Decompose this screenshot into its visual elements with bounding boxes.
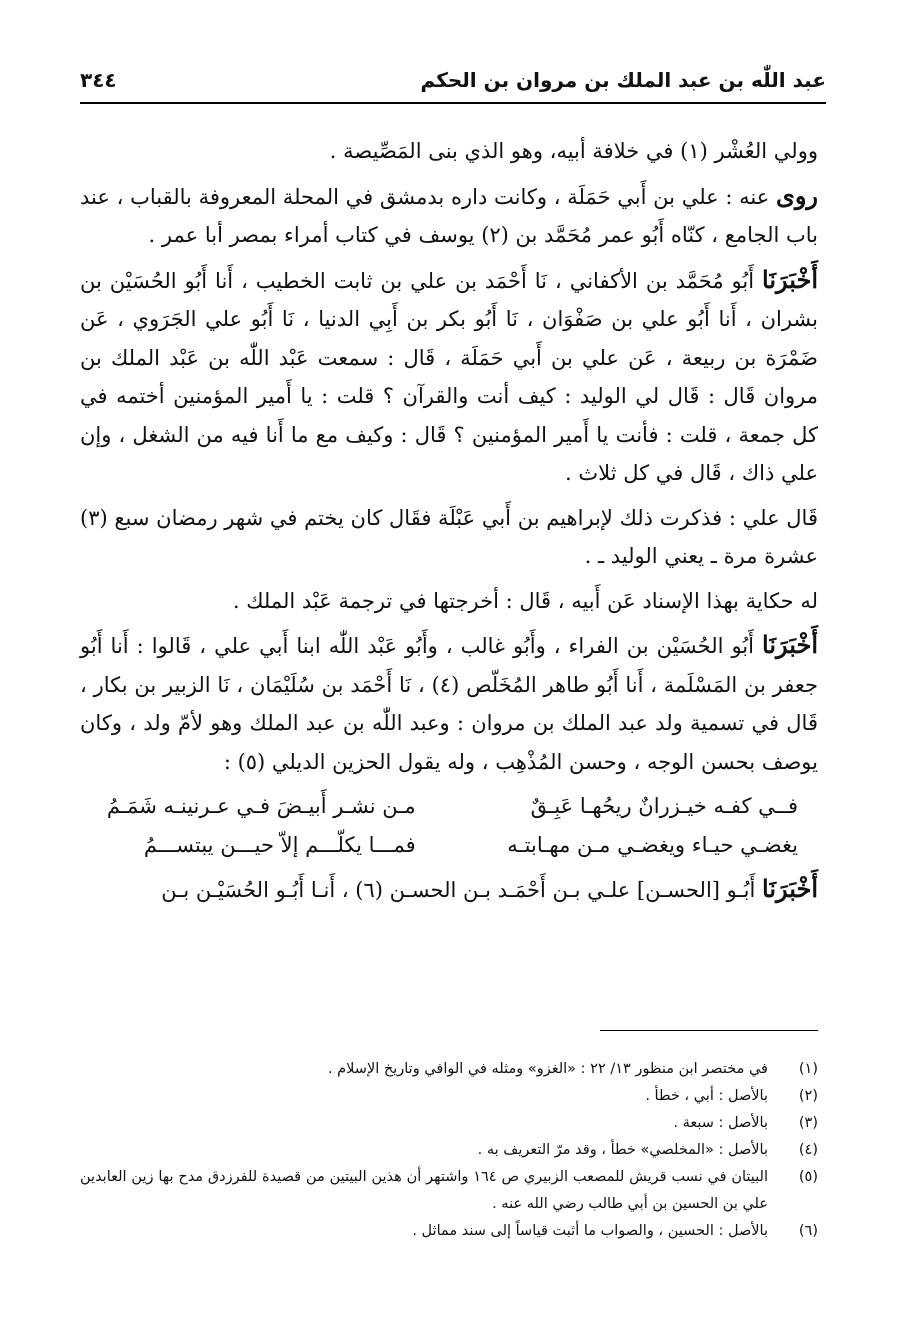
footnote-number: (١) <box>798 1061 818 1077</box>
footnote-item <box>80 1137 818 1164</box>
footnote-text: بالأصل : أبي ، خطأ . <box>645 1088 768 1104</box>
footnote-number: (٣) <box>798 1115 818 1131</box>
footnote-item <box>80 1164 818 1218</box>
footnote-number: (٦) <box>798 1223 818 1239</box>
footnote-number: (٤) <box>798 1142 818 1158</box>
footnote-text: بالأصل : الحسين ، والصواب ما أثبت قياساً إلى سند مماثل . <box>412 1223 768 1239</box>
footnote-rule <box>600 1030 818 1031</box>
footnote-item <box>80 1056 818 1083</box>
paragraph-3: أَخْبَرَنَا أَبُو مُحَمَّد بن الأكفاني ، نَا أَحْمَد بن علي بن ثابت الخطيب ، أَنا أَبُو الحُسَيْن بن بشران ، أَنا أَبُو علي بن صَفْوَان ، نَا أَبُو بكر بن أَبِي الدنيا ، نَا أَبُو علي الجَرَوي ، عَن ضَمْرَة بن ربيعة ، عَن علي بن أَبي حَمَلَة ، قَال : سمعت عَبْد اللّٰه بن عَبْد الملك بن مروان قَال : قَال لي الوليد : كيف أنت والقرآن ؟ قلت : يا أَمير المؤمنين أختمه في كل جمعة ، قلت : فأنت يا أَمير المؤمنين ؟ قَال : وكيف مع ما أَنا فيه من الشغل ، وإن علي ذاك ، قَال في كل ثلاث . <box>80 264 818 485</box>
hemistich-second: فمـــا يكلّـــم إلاّ حيـــن يبتســـمُ <box>143 832 416 857</box>
footnote-text: بالأصل : «المخلصي» خطأ ، وقد مرّ التعريف به . <box>477 1142 768 1158</box>
paragraph-2: روى عنه : علي بن أَبي حَمَلَة ، وكانت داره بدمشق في المحلة المعروفة بالقباب ، عند باب الجامع ، كنّاه أَبُو عمر مُحَمَّد بن (٢) يوسف في كتاب أمراء بمصر أبا عمر . <box>80 180 818 247</box>
hemistich-second: مـن نشـر أَبيـضَ فـي عـرنينـه شَمَـمُ <box>106 794 416 818</box>
lead-word: روى <box>776 180 818 210</box>
running-header <box>80 58 826 102</box>
lead-word: أَخْبَرَنَا <box>762 264 818 294</box>
footnote-text: بالأصل : سبعة . <box>673 1115 768 1131</box>
paragraph-4: قَال علي : فذكرت ذلك لإبراهيم بن أَبي عَبْلَة فقَال كان يختم في شهر رمضان سبع (٣) عشرة مرة ـ يعني الوليد ـ . <box>80 505 818 568</box>
hemistich-first: يغضـي حيـاء ويغضـي مـن مهـابتـه <box>507 832 798 857</box>
running-title: عبد اللّٰه بن عبد الملك بن مروان بن الحكم <box>420 68 826 92</box>
poem <box>80 787 818 864</box>
poem-line <box>80 787 818 826</box>
lead-word: أَخْبَرَنَا <box>762 874 818 903</box>
paragraph-6: أَخْبَرَنَا أَبُو الحُسَيْن بن الفراء ، وأَبُو غالب ، وأَبُو عَبْد اللّٰه ابنا أَبي علي ، قَالوا : أَنا أَبُو جعفر بن المَسْلَمة ، أَنا أَبُو طاهر المُخَلّص (٤) ، نَا أَحْمَد بن سُلَيْمَان ، نَا الزبير بن بكار ، قَال في تسمية ولد عبد الملك بن مروان : وعبد اللّٰه بن عبد الملك وهو لأمّ ولد ، وكان يوصف بحسن الوجه ، وحسن المُذْهِب ، وله يقول الحزين الديلي (٥) : <box>80 630 818 774</box>
paragraph-7: أَخْبَرَنَا أَبُـو [الحسـن] علـي بـن أَحْمَـد بـن الحسـن (٦) ، أَنـا أَبُـو الحُسَيْـن بـن <box>161 874 818 903</box>
header-rule <box>80 102 826 104</box>
hemistich-first: فــي كفـه خيـزرانٌ ريحُهـا عَبِـقٌ <box>530 794 798 818</box>
lead-word: أَخْبَرَنَا <box>762 630 818 659</box>
page-number: ٣٤٤ <box>80 68 117 92</box>
paragraph-5: له حكاية بهذا الإسناد عَن أَبيه ، قَال : أخرجتها في ترجمة عَبْد الملك . <box>232 588 818 613</box>
footnote-item <box>80 1083 818 1110</box>
main-text <box>80 132 818 916</box>
footnotes <box>80 1056 818 1245</box>
footnote-item <box>80 1218 818 1245</box>
paragraph-1: وولي العُشْر (١) في خلافة أبيه، وهو الذي بنى المَصِّيصة . <box>329 139 818 163</box>
footnote-number: (٢) <box>798 1088 818 1104</box>
footnote-item <box>80 1110 818 1137</box>
poem-line <box>80 826 818 865</box>
footnote-text: في مختصر ابن منظور ١٣/ ٢٢ : «الغزو» ومثله في الوافي وتاريخ الإسلام . <box>327 1061 768 1077</box>
footnote-number: (٥) <box>798 1169 818 1185</box>
footnote-text: البيتان في نسب قريش للمصعب الزبيري ص ١٦٤ واشتهر أن هذين البيتين من قصيدة للفرزدق مدح بها زين العابدين علي بن الحسين بن أبي طالب رضي الله عنه . <box>80 1169 768 1212</box>
